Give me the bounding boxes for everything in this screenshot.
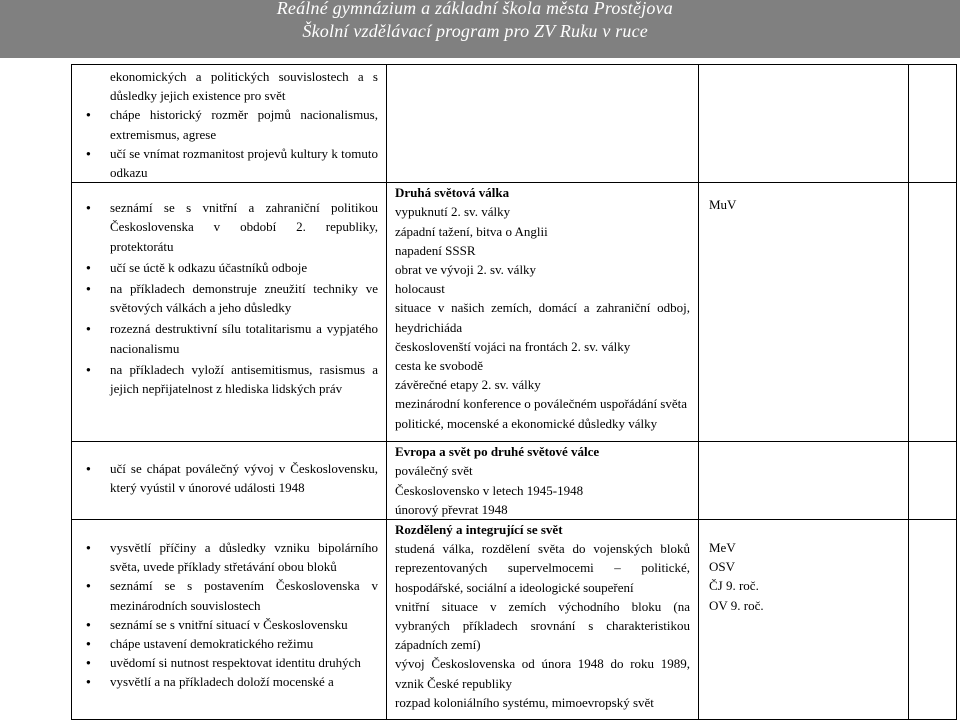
crosscurricular-item: ČJ 9. roč.: [709, 578, 759, 594]
outcome-item: ● chápe ustavení demokratického režimu: [110, 634, 378, 653]
table-row: [72, 520, 957, 720]
crosscurricular-item: OV 9. roč.: [709, 597, 764, 613]
extra-cell: [909, 183, 957, 442]
topics-cell: [387, 65, 699, 183]
outcomes-cell: [72, 520, 387, 720]
topic-item: napadení SSSR: [395, 242, 476, 258]
topic-item: vnitřní situace v zemích východního bloku (na vybraných příkladech srovnání s charakteristikou západních zemí): [395, 598, 690, 653]
outcome-item: ● chápe historický rozměr pojmů nacionalismus, extremismus, agrese: [110, 105, 378, 143]
outcome-item: ● seznámí se s vnitřní a zahraniční politikou Československa v období 2. republiky, protektorátu: [110, 198, 378, 256]
crosscurricular-cell: [699, 442, 909, 520]
outcomes-cell: [72, 65, 387, 183]
outcome-item: ● rozezná destruktivní sílu totalitarismu a vypjatého nacionalismu: [110, 319, 378, 357]
topic-item: vypuknutí 2. sv. války: [395, 204, 511, 220]
topics-cell: [387, 520, 699, 720]
topic-item: západní tažení, bitva o Anglii: [395, 223, 548, 239]
section-title: Druhá světová válka: [395, 185, 510, 201]
section-title: Rozdělený a integrující se svět: [395, 522, 563, 538]
extra-cell: [909, 65, 957, 183]
topic-item: cesta ke svobodě: [395, 358, 484, 374]
school-name: Reálné gymnázium a základní škola města Prostějova: [276, 0, 673, 18]
topics-cell: [387, 442, 699, 520]
topic-item: rozpad koloniálního systému, mimoevropský svět: [395, 694, 654, 710]
topic-item: obrat ve vývoji 2. sv. války: [395, 262, 537, 278]
table-row: [72, 65, 957, 183]
topic-item: únorový převrat 1948: [395, 501, 508, 517]
crosscurricular-item: MuV: [709, 197, 737, 213]
outcome-item: ● učí se vnímat rozmanitost projevů kultury k tomuto odkazu: [110, 144, 378, 182]
outcome-item: ● učí se úctě k odkazu účastníků odboje: [110, 258, 378, 277]
header-banner: [0, 0, 960, 58]
outcomes-cell: [72, 183, 387, 442]
outcome-item: ● seznámí se s vnitřní situací v Československu: [110, 615, 378, 634]
outcome-item: ● vysvětlí a na příkladech doloží mocenské a: [110, 672, 378, 691]
curriculum-table: [71, 64, 957, 720]
topic-item: situace v našich zemích, domácí a zahraniční odboj, heydrichiáda: [395, 300, 690, 335]
outcome-item: ekonomických a politických souvislostech a s důsledky jejich existence pro svět: [110, 69, 378, 104]
topic-item: Československo v letech 1945-1948: [395, 482, 584, 498]
outcome-item: ● vysvětlí příčiny a důsledky vzniku bipolárního světa, uvede příklady střetávání obou bloků: [110, 538, 378, 576]
topics-cell: [387, 183, 699, 442]
outcome-item: ● seznámí se s postavením Československa v mezinárodních souvislostech: [110, 576, 378, 614]
topic-item: mezinárodní konference o poválečném uspořádání světa: [395, 396, 688, 412]
crosscurricular-cell: [699, 65, 909, 183]
topic-item: vývoj Československa od února 1948 do roku 1989, vznik České republiky: [395, 656, 690, 691]
outcome-item: ● na příkladech vyloží antisemitismus, rasismus a jejich nepřijatelnost z hlediska lidských práv: [110, 360, 378, 398]
topic-item: poválečný svět: [395, 463, 473, 479]
extra-cell: [909, 520, 957, 720]
crosscurricular-item: OSV: [709, 559, 736, 575]
program-name: Školní vzdělávací program pro ZV Ruku v ruce: [302, 21, 648, 41]
outcome-item: ● na příkladech demonstruje zneužití techniky ve světových válkách a jeho důsledky: [110, 279, 378, 317]
crosscurricular-cell: [699, 520, 909, 720]
outcome-item: ● učí se chápat poválečný vývoj v Československu, který vyústil v únorové události 1948: [110, 459, 378, 497]
extra-cell: [909, 442, 957, 520]
topic-item: studená válka, rozdělení světa do vojenských bloků reprezentovaných supervelmocemi – politické, hospodářské, sociální a ideologické soupeření: [395, 541, 690, 595]
crosscurricular-cell: [699, 183, 909, 442]
outcome-item: ● uvědomí si nutnost respektovat identitu druhých: [110, 653, 378, 672]
outcomes-cell: [72, 442, 387, 520]
section-title: Evropa a svět po druhé světové válce: [395, 444, 600, 460]
topic-item: závěrečné etapy 2. sv. války: [395, 377, 541, 393]
topic-item: politické, mocenské a ekonomické důsledky války: [395, 415, 658, 431]
crosscurricular-item: MeV: [709, 540, 736, 556]
topic-item: holocaust: [395, 281, 445, 297]
table-row: [72, 183, 957, 442]
table-row: [72, 442, 957, 520]
topic-item: českoslovenští vojáci na frontách 2. sv. války: [395, 338, 631, 354]
